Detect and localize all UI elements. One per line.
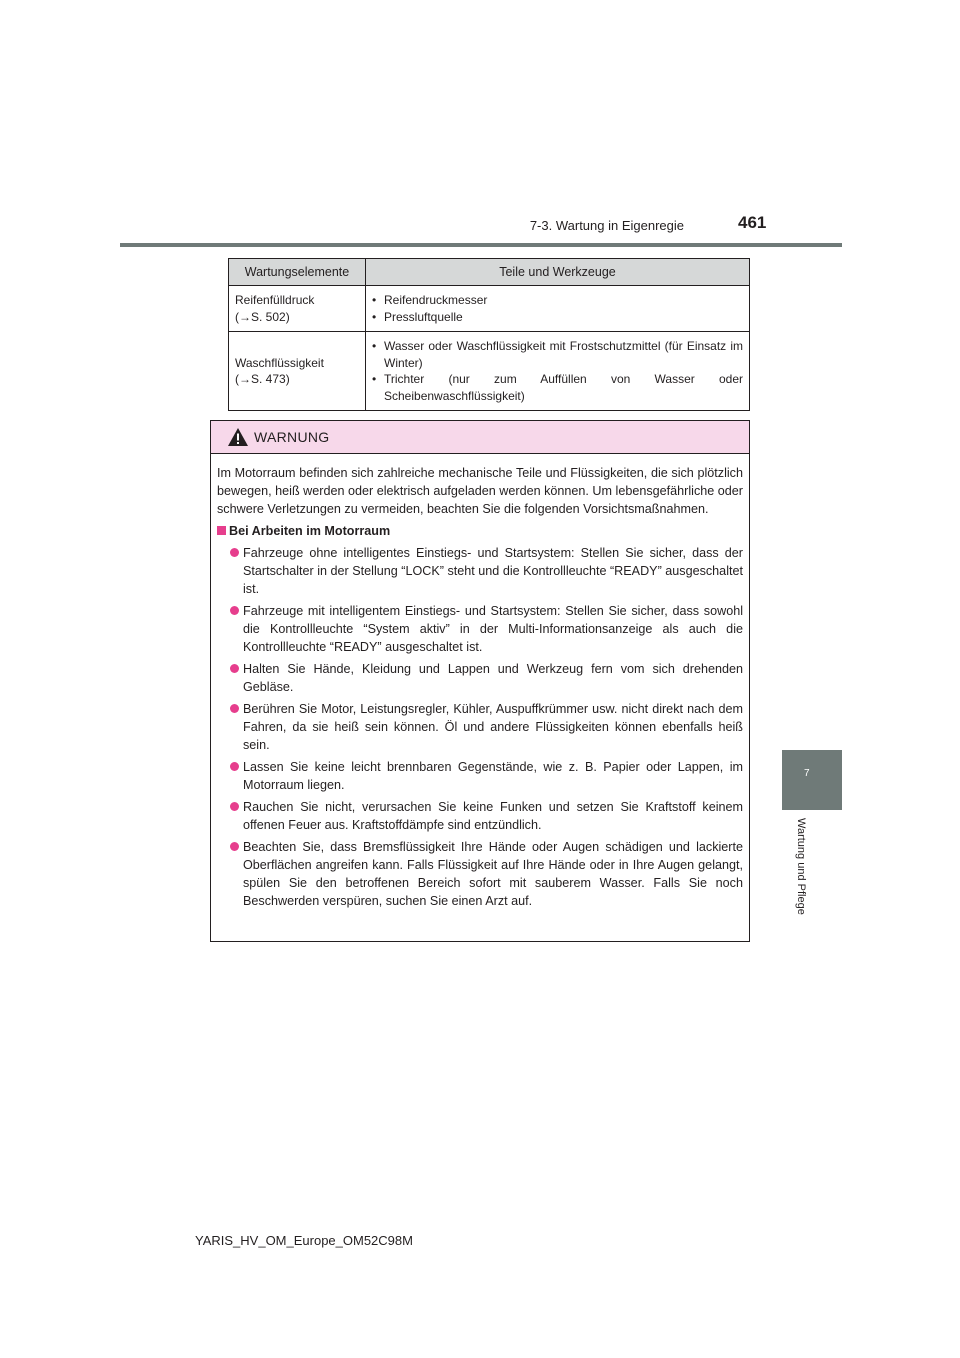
page-number: 461	[738, 213, 767, 232]
circle-bullet-icon	[230, 704, 239, 713]
table-header-row	[229, 259, 750, 286]
header-section-title: 7-3. Wartung in Eigenregie	[529, 218, 684, 233]
item-page-ref: (→S. 502)	[235, 309, 290, 324]
warning-bullet	[217, 660, 743, 696]
warning-bullet-text: Rauchen Sie nicht, verursachen Sie keine Funken und setzen Sie Kraftstoff keinem offenen Feuer aus. Kraftstoffdämpfe sind entzündlich.	[243, 800, 743, 832]
table-row	[229, 332, 750, 411]
warning-bullet	[217, 838, 743, 910]
warning-bullet-text: Lassen Sie keine leicht brennbaren Gegenstände, wie z. B. Papier oder Lappen, im Motorraum liegen.	[243, 760, 743, 792]
warning-bullet-text: Fahrzeuge mit intelligentem Einstiegs- und Startsystem: Stellen Sie sicher, dass sowohl die Kontrollleuchte “System aktiv” in der Multi-Informationsanzeige als auch die Kontrollleuchte “READY” ausgeschaltet ist.	[243, 604, 743, 654]
warning-section-heading	[217, 522, 743, 540]
circle-bullet-icon	[230, 842, 239, 851]
warning-bullet	[217, 798, 743, 834]
circle-bullet-icon	[230, 606, 239, 615]
section-heading-text: Bei Arbeiten im Motorraum	[229, 524, 391, 538]
warning-bullet-list	[217, 544, 743, 910]
tool-list-item: • Wasser oder Waschflüssigkeit mit Frostschutzmittel (für Einsatz im Winter)	[372, 338, 743, 371]
warning-bullet-text: Beachten Sie, dass Bremsflüssigkeit Ihre Hände oder Augen schädigen und lackierte Oberflächen angreifen kann. Falls Flüssigkeit auf Ihre Hände oder in Ihre Augen gelangt, spülen Sie den betroffenen Bereich sofort mit sauberem Wasser. Falls Sie noch Beschwerden verspüren, suchen Sie einen Arzt auf.	[243, 840, 743, 908]
chapter-tab	[782, 750, 842, 810]
table-cell-tools	[366, 286, 750, 332]
square-bullet-icon	[217, 526, 226, 535]
warning-body	[211, 454, 749, 910]
warning-bullet	[217, 544, 743, 598]
warning-triangle-icon	[227, 427, 249, 447]
warning-bullet	[217, 758, 743, 794]
warning-bullet-text: Fahrzeuge ohne intelligentes Einstiegs- und Startsystem: Stellen Sie sicher, dass der Startschalter in der Stellung “LOCK” steht und die Kontrollleuchte “READY” ausgeschaltet ist.	[243, 546, 743, 596]
table-cell-tools	[366, 332, 750, 411]
document-code: YARIS_HV_OM_Europe_OM52C98M	[195, 1233, 413, 1248]
table-cell-item	[229, 286, 366, 332]
maintenance-tools-table	[228, 258, 750, 411]
circle-bullet-icon	[230, 762, 239, 771]
circle-bullet-icon	[230, 548, 239, 557]
table-cell-item	[229, 332, 366, 411]
table-row	[229, 286, 750, 332]
tool-list-item: • Reifendruckmesser	[372, 292, 743, 309]
warning-bullet-text: Berühren Sie Motor, Leistungsregler, Kühler, Auspuffkrümmer usw. nicht direkt nach dem Fahren, da sie heiß sein können. Öl und andere Flüssigkeiten können ebenfalls heiß sein.	[243, 702, 743, 752]
warning-header	[211, 421, 749, 454]
warning-bullet	[217, 700, 743, 754]
tool-list-item: • Trichter (nur zum Auffüllen von Wasser oder Scheibenwaschflüssigkeit)	[372, 371, 743, 404]
chapter-number: 7	[804, 768, 810, 779]
circle-bullet-icon	[230, 802, 239, 811]
table-header-items: Wartungselemente	[229, 259, 366, 286]
warning-box	[210, 420, 750, 942]
item-name: Reifenfülldruck	[235, 293, 315, 307]
warning-title: WARNUNG	[254, 429, 330, 445]
table-header-tools: Teile und Werkzeuge	[366, 259, 750, 286]
item-name: Waschflüssigkeit	[235, 355, 324, 370]
item-page-ref: (→S. 473)	[235, 372, 290, 386]
tool-list-item: • Pressluftquelle	[372, 309, 743, 326]
warning-bullet	[217, 602, 743, 656]
circle-bullet-icon	[230, 664, 239, 673]
warning-intro: Im Motorraum befinden sich zahlreiche mechanische Teile und Flüssigkeiten, die sich plötzlich bewegen, heiß werden oder elektrisch aufgeladen werden können. Um lebensgefährliche oder schwere Verletzungen zu vermeiden, beachten Sie die folgenden Vorsichtsmaßnahmen.	[217, 466, 743, 516]
warning-bullet-text: Halten Sie Hände, Kleidung und Lappen und Werkzeug fern vom sich drehenden Gebläse.	[243, 662, 743, 694]
chapter-label: Wartung und Pflege	[795, 818, 807, 915]
header-rule	[120, 243, 842, 247]
